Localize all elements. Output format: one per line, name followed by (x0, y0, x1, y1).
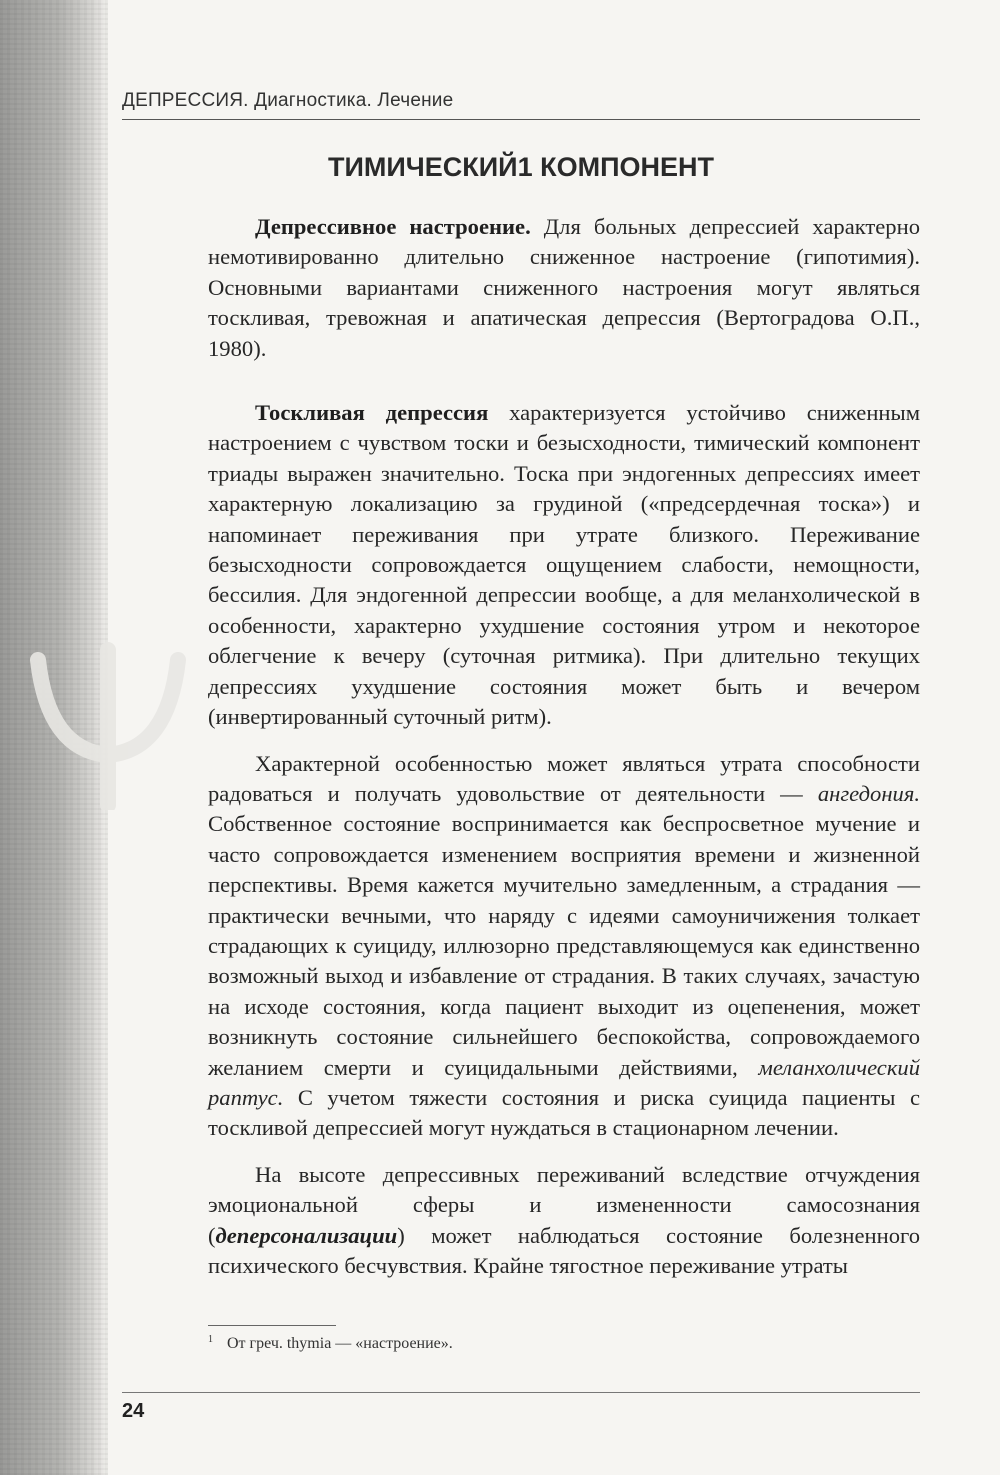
paragraph-lead: Тоскливая депрессия (255, 400, 489, 426)
footnote-marker: 1 (208, 1334, 213, 1345)
paragraph-text: Для больных депрессией характерно немотивированно длительно сниженное настроение (гипотимия). Основными вариантами сниженного настроения могут являться тоскливая, тревожная и апатическая депрессия (Вертоградова О.П., 1980). (208, 214, 920, 361)
paragraph (208, 749, 920, 1144)
running-header: ДЕПРЕССИЯ. Диагностика. Лечение (122, 90, 454, 111)
term-depersonalization: деперсонализации (215, 1222, 398, 1248)
body-text (208, 212, 920, 1297)
term-melancholic-raptus: меланхолический раптус. (208, 1054, 920, 1110)
paragraph-text: С учетом тяжести состояния и риска суицида пациенты с тоскливой депрессией могут нуждаться в стационарном лечении. (208, 1084, 920, 1141)
paragraph (208, 398, 920, 732)
paragraph-text: ) может наблюдаться состояние болезненного психического бесчувствия. Крайне тягостное переживание утраты (208, 1222, 920, 1278)
footnote-text: От греч. thymia — «настроение». (227, 1335, 453, 1352)
footnote (208, 1334, 908, 1353)
paragraph-text: Характерной особенностью может являться утрата способности радоваться и получать удовольствие от деятельности — (208, 750, 920, 806)
psi-watermark-icon (18, 640, 198, 810)
header-rule (122, 119, 920, 120)
page-number: 24 (122, 1400, 145, 1422)
paragraph-lead: Депрессивное настроение. (255, 214, 531, 239)
paragraph-text: Собственное состояние воспринимается как беспросветное мучение и часто сопровождается изменением восприятия времени и жизненной перспективы. Время кажется мучительно замедленным, а страдания — практически вечными, что наряду с идеями самоуничижения толкает страдающих к суициду, иллюзорно представляющемуся как единственно возможный выход и избавление от страдания. В таких случаях, зачастую на исходе состояния, когда пациент выходит из оцепенения, может возникнуть состояние сильнейшего беспокойства, сопровождаемого желанием смерти и суицидальными действиями, (208, 811, 920, 1080)
term-anhedonia: ангедония. (817, 780, 920, 806)
footer-rule (122, 1392, 920, 1393)
footnote-rule (208, 1325, 336, 1326)
paragraph-text: характеризуется устойчиво сниженным настроением с чувством тоски и безысходности, тимический компонент триады выражен значительно. Тоска при эндогенных депрессиях имеет характерную локализацию за грудиной («предсердечная тоска») и напоминает переживания при утрате близкого. Переживание безысходности сопровождается ощущением слабости, немощности, бессилия. Для эндогенной депрессии вообще, а для меланхолической в особенности, характерно ухудшение состояния утром и некоторое облегчение к вечеру (суточная ритмика). При длительно текущих депрессиях ухудшение состояния может быть и вечером (инвертированный суточный ритм). (208, 400, 920, 730)
section-title: ТИМИЧЕСКИЙ1 КОМПОНЕНТ (328, 152, 714, 182)
paragraph (208, 1160, 920, 1282)
paragraph-text: На высоте депрессивных переживаний вследствие отчуждения эмоциональной сферы и измененности самосознания ( (208, 1161, 920, 1248)
paragraph (208, 212, 920, 364)
